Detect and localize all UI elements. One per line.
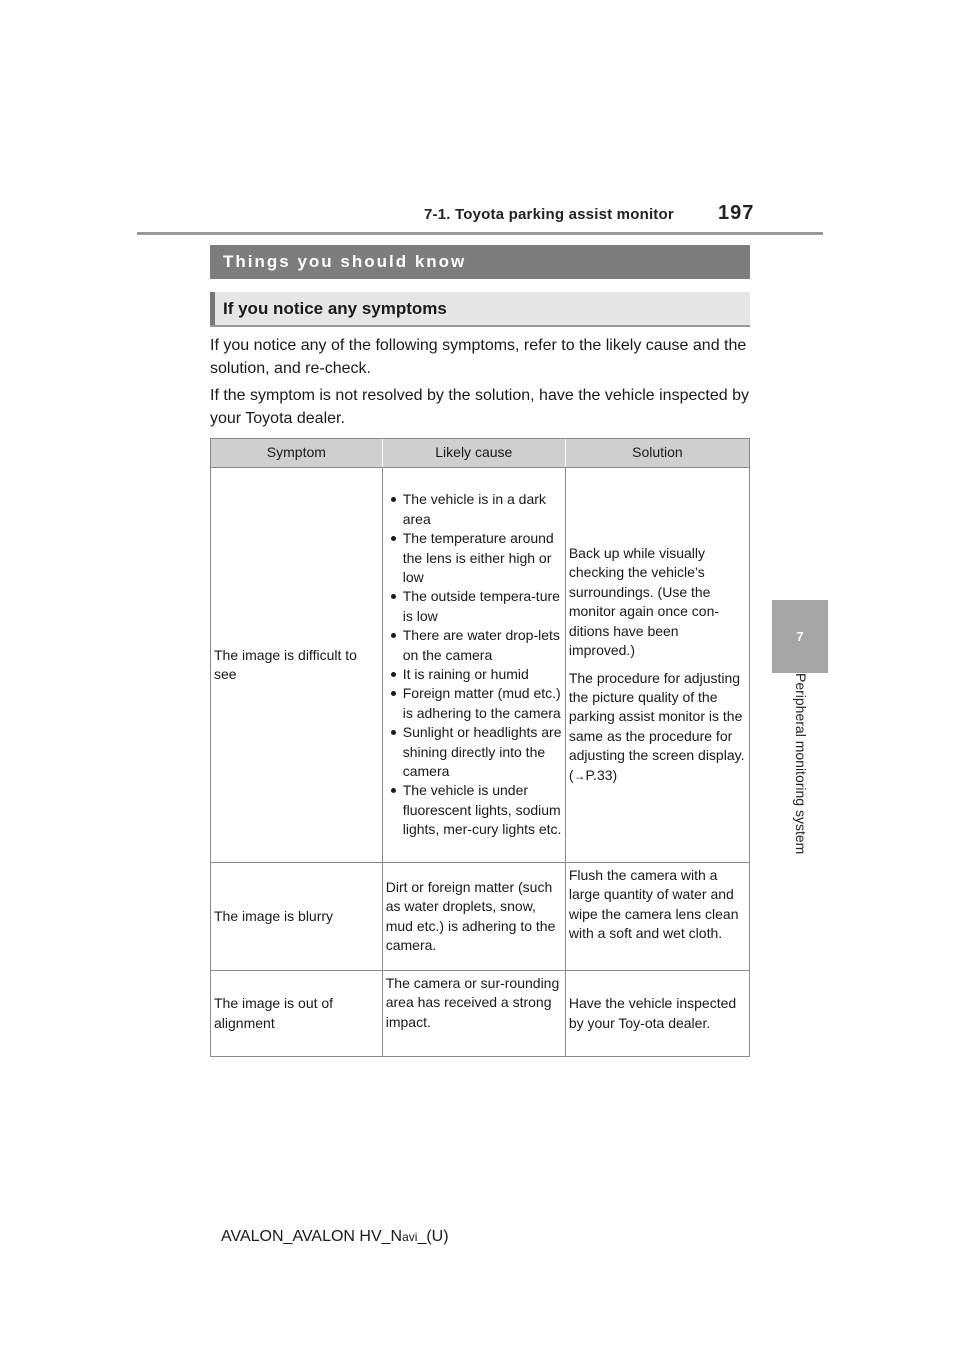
intro-text (210, 334, 755, 434)
solution-paragraph: Back up while visually checking the vehicle’s surroundings. (Use the monitor again once con-ditions have been improved.) (568, 545, 720, 659)
cause-list (386, 490, 562, 839)
header-divider (137, 232, 823, 235)
chapter-title-wrap (772, 673, 828, 913)
cause-cell: The camera or sur-rounding area has received a strong impact. (382, 971, 565, 1057)
cause-item: There are water drop-lets on the camera (386, 626, 562, 665)
column-header-solution: Solution (565, 439, 749, 468)
subsection-title: If you notice any symptoms (223, 298, 447, 318)
arrow-right-icon: → (573, 768, 586, 783)
cause-item: The temperature around the lens is either high or low (386, 529, 562, 587)
cause-item: Foreign matter (mud etc.) is adhering to the camera (386, 684, 562, 723)
footer-main: AVALON_AVALON HV_N (221, 1228, 403, 1245)
intro-paragraph: If the symptom is not resolved by the solution, have the vehicle inspected by your Toyota dealer. (210, 387, 749, 427)
cause-item: The vehicle is under fluorescent lights, sodium lights, mer-cury lights etc. (386, 781, 562, 839)
footer-tail: _(U) (417, 1228, 449, 1245)
table-row (211, 468, 750, 863)
section-banner-title: Things you should know (223, 252, 467, 271)
symptom-cell: The image is difficult to see (211, 468, 383, 863)
solution-cell: Have the vehicle inspected by your Toy-ota dealer. (565, 971, 749, 1057)
column-header-cause: Likely cause (382, 439, 565, 468)
page-reference-link[interactable]: P.33) (585, 766, 618, 783)
chapter-number: 7 (796, 629, 804, 644)
solution-cell (565, 468, 749, 863)
table-row (211, 863, 750, 971)
chapter-tab (772, 600, 828, 673)
solution-cell: Flush the camera with a large quantity of water and wipe the camera lens clean with a soft and wet cloth. (565, 863, 749, 971)
cause-cell (382, 468, 565, 863)
intro-paragraph: If you notice any of the following symptoms, refer to the likely cause and the solution, and re-check. (210, 337, 747, 377)
section-header-title: 7-1. Toyota parking assist monitor (424, 206, 674, 223)
subsection-banner (210, 292, 750, 327)
cause-item: It is raining or humid (386, 665, 562, 684)
cause-cell: Dirt or foreign matter (such as water droplets, snow, mud etc.) is adhering to the camera. (382, 863, 565, 971)
table-header-row (211, 439, 750, 468)
symptom-table (210, 438, 750, 1057)
cause-item: The outside tempera-ture is low (386, 587, 562, 626)
chapter-title: Peripheral monitoring system (793, 673, 809, 855)
symptom-cell: The image is blurry (211, 863, 383, 971)
page-number: 197 (718, 202, 755, 224)
solution-paragraph (569, 669, 746, 786)
footer-model-code (221, 1228, 449, 1246)
solution-text: The procedure for adjusting the picture quality of the parking assist monitor is the same as the procedure for adjusting the screen display. ( (568, 669, 745, 783)
section-banner (210, 245, 750, 279)
cause-item: The vehicle is in a dark area (386, 490, 562, 529)
column-header-symptom: Symptom (211, 439, 383, 468)
symptom-cell: The image is out of alignment (211, 971, 383, 1057)
cause-item: Sunlight or headlights are shining directly into the camera (386, 723, 562, 781)
table-row (211, 971, 750, 1057)
footer-sub: avi (402, 1230, 418, 1244)
